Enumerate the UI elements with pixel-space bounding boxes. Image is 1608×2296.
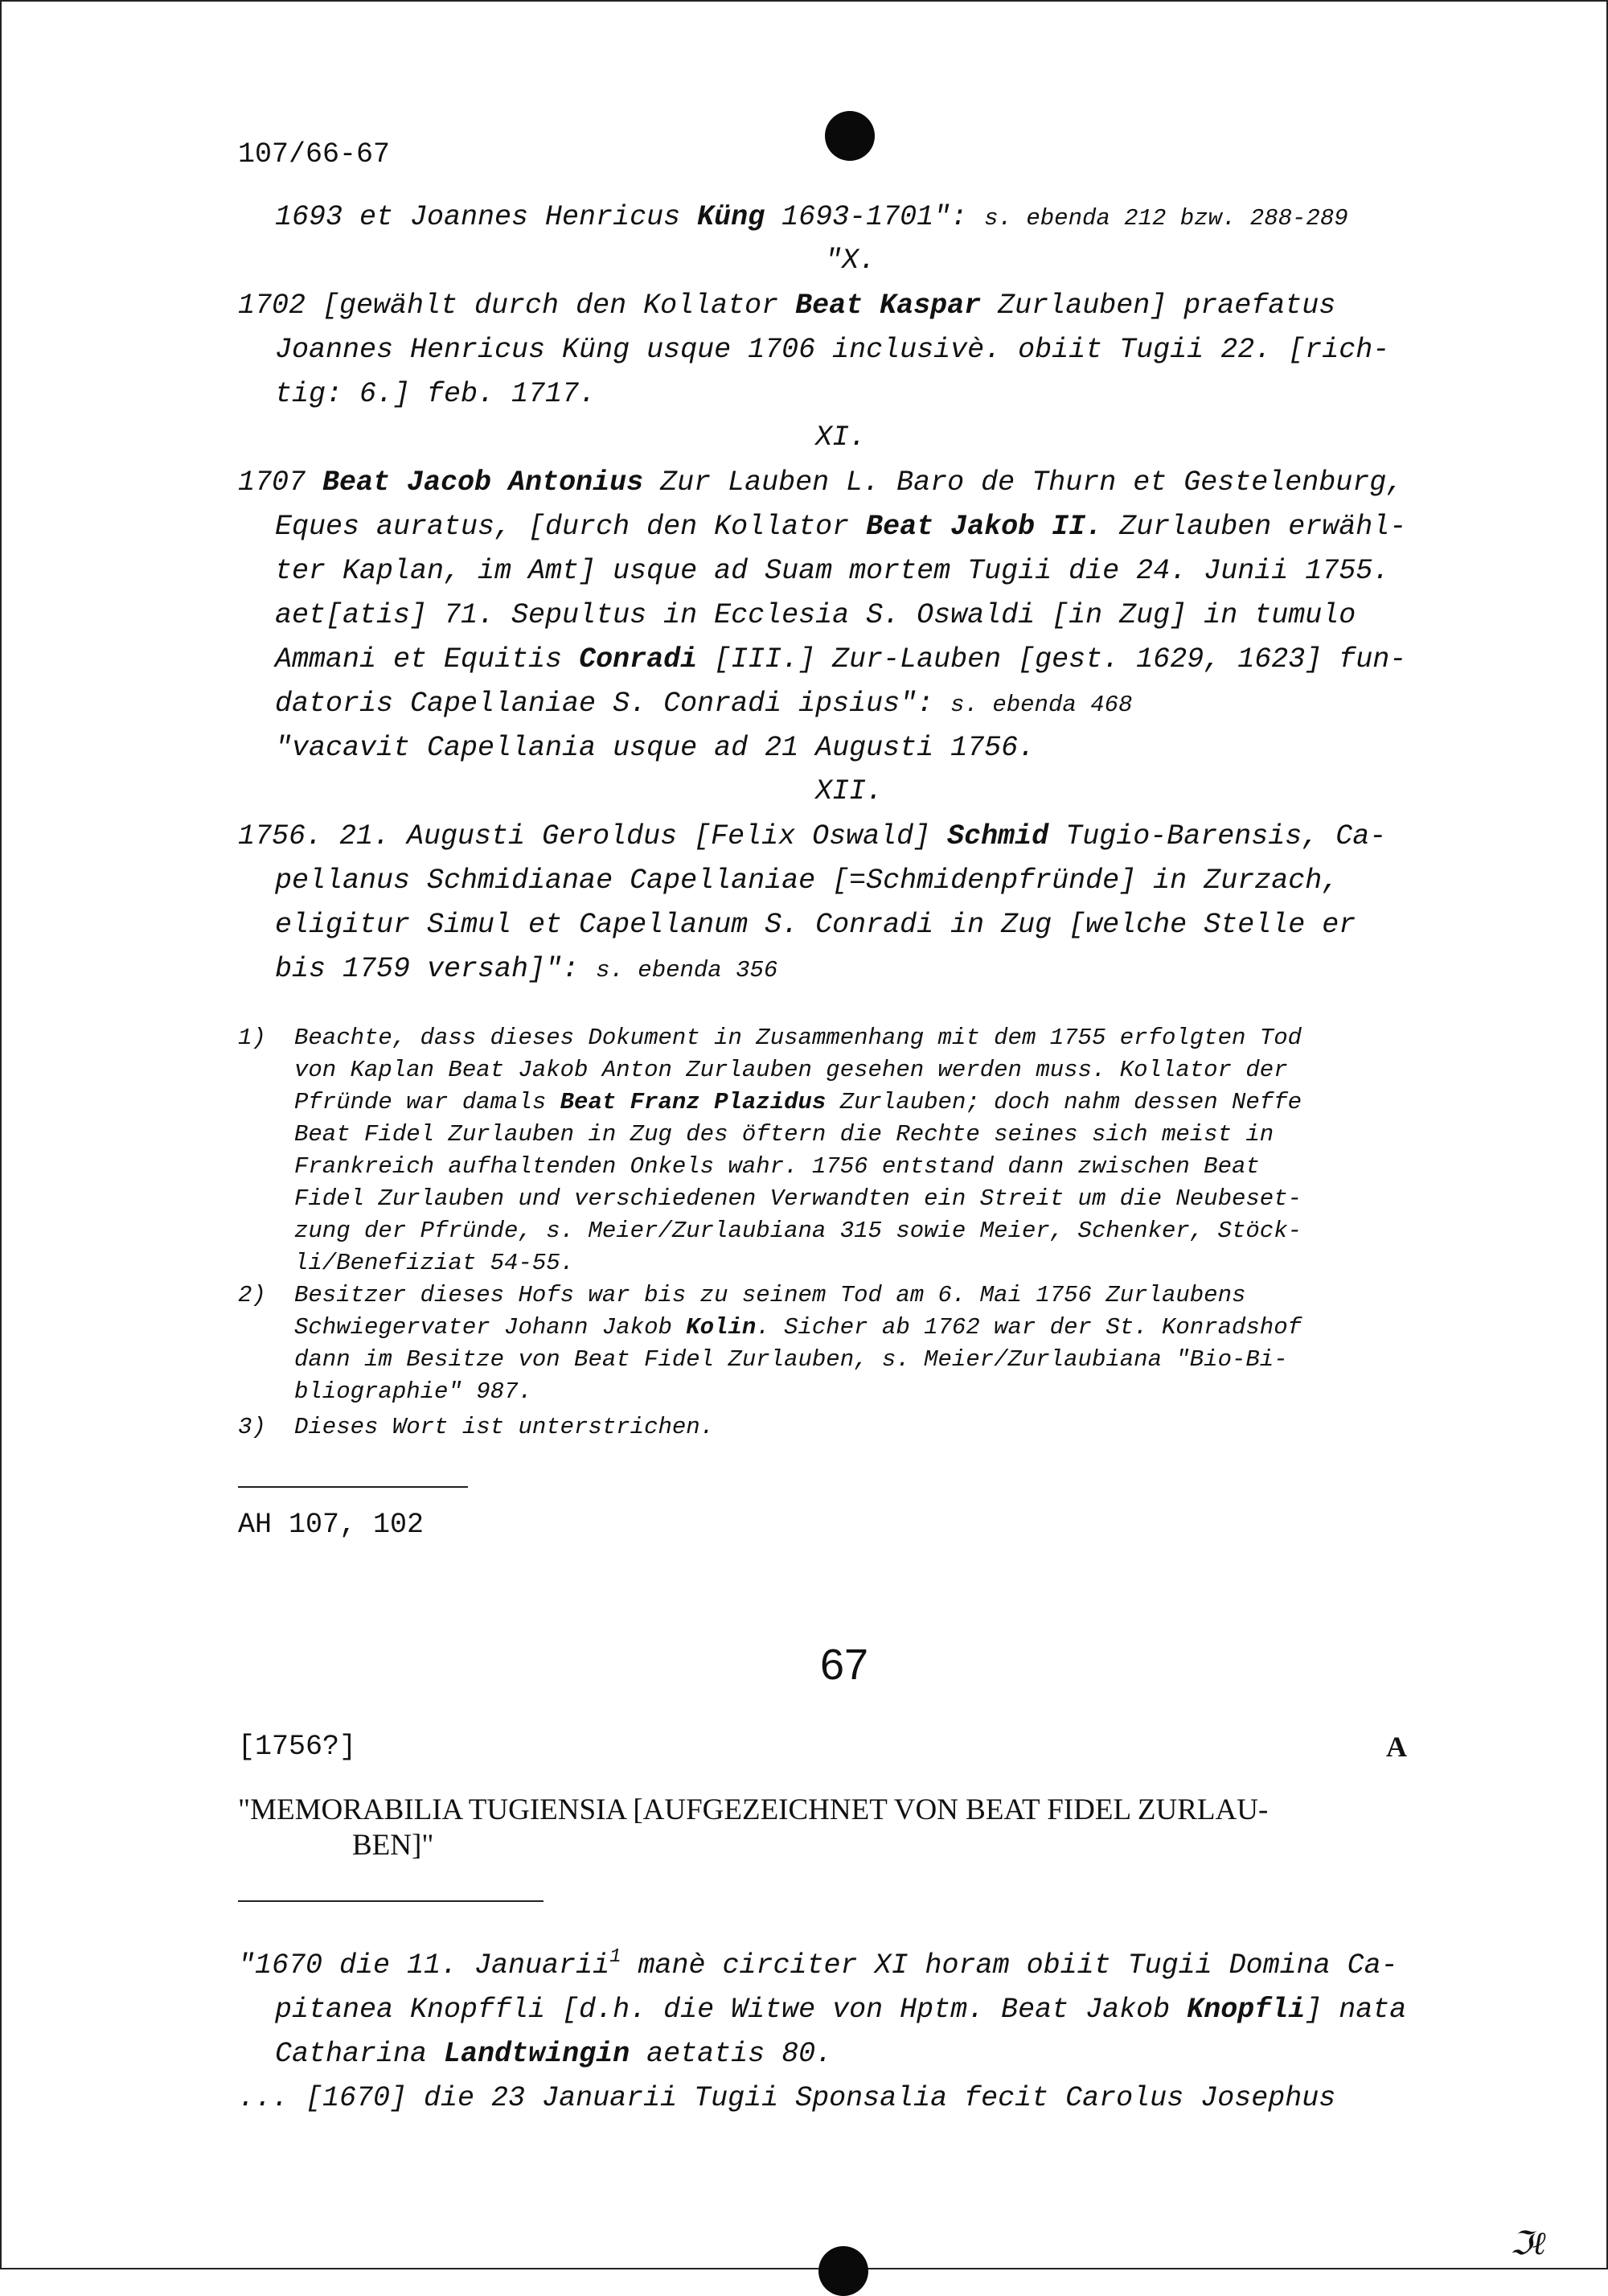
entry-line-13: "vacavit Capellania usque ad 21 Augusti 1756. [275, 732, 1036, 764]
footnote-3-line-1: 3) Dieses Wort ist unterstrichen. [238, 1414, 715, 1440]
document-grade: A [1386, 1731, 1407, 1763]
handwritten-initials: ℑℓ [1510, 2225, 1546, 2262]
footnote-1-line-7: zung der Pfründe, s. Meier/Zurlaubiana 315 sowie Meier, Schenker, Stöck- [294, 1218, 1302, 1244]
entry-line-10: aet[atis] 71. Sepultus in Ecclesia S. Oswaldi [in Zug] in tumulo [275, 599, 1356, 631]
body-line-4: ... [1670] die 23 Januarii Tugii Sponsalia fecit Carolus Josephus [238, 2082, 1336, 2114]
entry-line-18: bis 1759 versah]": s. ebenda 356 [275, 953, 778, 985]
source-rule [238, 1486, 468, 1488]
document-date: [1756?] [238, 1731, 357, 1763]
entry-line-16: pellanus Schmidianae Capellaniae [=Schmidenpfründe] in Zurzach, [275, 865, 1339, 897]
document-title-line-2: BEN]" [352, 1829, 434, 1862]
entry-line-17: eligitur Simul et Capellanum S. Conradi in Zug [welche Stelle er [275, 909, 1356, 941]
document-title-line-1: "MEMORABILIA TUGIENSIA [AUFGEZEICHNET VON BEAT FIDEL ZURLAU- [238, 1793, 1269, 1826]
entry-line-5: tig: 6.] feb. 1717. [275, 378, 597, 410]
body-line-1: "1670 die 11. Januarii$^1$ manè circiter XI horam obiit Tugii Domina Ca- [238, 1946, 1398, 1982]
document-number: 67 [820, 1641, 869, 1689]
roman-heading-xii: XII. [815, 775, 884, 807]
page-reference: 107/66-67 [238, 138, 391, 170]
entry-line-12: datoris Capellaniae S. Conradi ipsius": s. ebenda 468 [275, 688, 1133, 720]
source-reference: AH 107, 102 [238, 1509, 425, 1541]
footnote-1-line-8: li/Benefiziat 54-55. [294, 1250, 575, 1276]
body-line-2: pitanea Knopffli [d.h. die Witwe von Hptm. Beat Jakob Knopfli] nata [275, 1994, 1407, 2026]
punch-hole-top [825, 111, 875, 161]
entry-line-7: 1707 Beat Jacob Antonius Zur Lauben L. Baro de Thurn et Gestelenburg, [238, 466, 1404, 499]
entry-line-8: Eques auratus, [durch den Kollator Beat Jakob II. Zurlauben erwähl- [275, 511, 1407, 543]
footnote-1-line-2: von Kaplan Beat Jakob Anton Zurlauben gesehen werden muss. Kollator der [294, 1057, 1288, 1083]
entry-line-4: Joannes Henricus Küng usque 1706 inclusivè. obiit Tugii 22. [rich- [275, 334, 1390, 366]
footnote-2-line-2: Schwiegervater Johann Jakob Kolin. Sicher ab 1762 war der St. Konradshof [294, 1314, 1302, 1341]
punch-hole-bottom [818, 2246, 868, 2296]
roman-heading-xi: XI. [815, 421, 867, 454]
footnote-2-line-3: dann im Besitze von Beat Fidel Zurlauben, s. Meier/Zurlaubiana "Bio-Bi- [294, 1346, 1288, 1373]
body-line-3: Catharina Landtwingin aetatis 80. [275, 2038, 833, 2070]
roman-heading-x: "X. [825, 244, 876, 277]
entry-line-1: 1693 et Joannes Henricus Küng 1693-1701": s. ebenda 212 bzw. 288-289 [275, 201, 1348, 233]
footnote-1-line-6: Fidel Zurlauben und verschiedenen Verwandten ein Streit um die Neubeset- [294, 1185, 1302, 1212]
entry-line-11: Ammani et Equitis Conradi [III.] Zur-Lauben [gest. 1629, 1623] fun- [275, 643, 1407, 676]
footnote-1-line-5: Frankreich aufhaltenden Onkels wahr. 1756 entstand dann zwischen Beat [294, 1153, 1260, 1180]
entry-line-3: 1702 [gewählt durch den Kollator Beat Kaspar Zurlauben] praefatus [238, 290, 1336, 322]
title-rule [238, 1900, 544, 1902]
entry-line-15: 1756. 21. Augusti Geroldus [Felix Oswald] Schmid Tugio-Barensis, Ca- [238, 820, 1387, 852]
footnote-1-line-3: Pfründe war damals Beat Franz Plazidus Zurlauben; doch nahm dessen Neffe [294, 1089, 1302, 1115]
footnote-1-line-1: 1) Beachte, dass dieses Dokument in Zusammenhang mit dem 1755 erfolgten Tod [238, 1025, 1302, 1051]
entry-line-9: ter Kaplan, im Amt] usque ad Suam mortem Tugii die 24. Junii 1755. [275, 555, 1390, 587]
footnote-2-line-4: bliographie" 987. [294, 1378, 532, 1405]
footnote-2-line-1: 2) Besitzer dieses Hofs war bis zu seinem Tod am 6. Mai 1756 Zurlaubens [238, 1282, 1246, 1308]
footnote-1-line-4: Beat Fidel Zurlauben in Zug des öftern die Rechte seines sich meist in [294, 1121, 1274, 1148]
